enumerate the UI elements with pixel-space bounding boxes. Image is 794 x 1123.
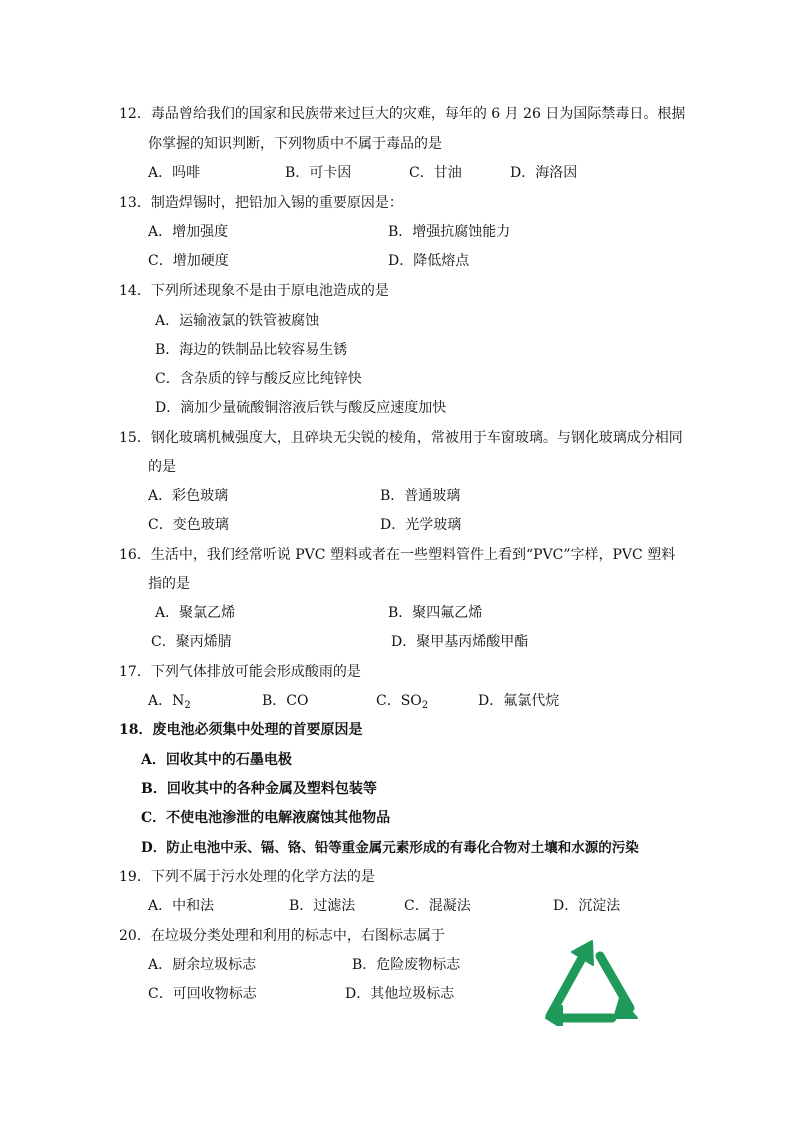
q13-option-d: D．降低熔点: [388, 253, 470, 269]
q13-option-a: A．增加强度: [148, 224, 229, 240]
q17-option-d: D．氟氯代烷: [478, 693, 560, 709]
q15-option-b: B．普通玻璃: [380, 488, 461, 504]
q14-option-d: D．滴加少量硫酸铜溶液后铁与酸反应速度加快: [155, 400, 447, 416]
q12-option-b: B．可卡因: [285, 165, 352, 181]
question-18-stem: 18．废电池必须集中处理的首要原因是: [119, 722, 363, 738]
q15-option-a: A．彩色玻璃: [148, 488, 229, 504]
q20-option-a: A．厨余垃圾标志: [148, 957, 257, 973]
q13-option-c: C．增加硬度: [148, 253, 229, 269]
q16-option-d: D．聚甲基丙烯酸甲酯: [391, 634, 529, 650]
q15-option-d: D．光学玻璃: [380, 517, 462, 533]
recycle-icon: [542, 938, 640, 1026]
q16-option-c: C．聚丙烯腈: [151, 634, 232, 650]
question-15-stem-cont: 的是: [148, 459, 176, 475]
question-14-stem: 14．下列所述现象不是由于原电池造成的是: [119, 283, 389, 299]
q20-option-b: B．危险废物标志: [352, 957, 461, 973]
question-12-stem-cont: 你掌握的知识判断，下列物质中不属于毒品的是: [148, 136, 442, 152]
q19-option-c: C．混凝法: [404, 898, 471, 914]
question-13-stem: 13．制造焊锡时，把铅加入锡的重要原因是：: [119, 195, 403, 211]
q18-option-a: A．回收其中的石墨电极: [141, 752, 292, 768]
question-16-stem-cont: 指的是: [148, 576, 190, 592]
q15-option-c: C．变色玻璃: [148, 517, 229, 533]
q14-option-c: C．含杂质的锌与酸反应比纯锌快: [155, 371, 362, 387]
q18-option-d: D．防止电池中汞、镉、铬、铅等重金属元素形成的有毒化合物对土壤和水源的污染: [141, 840, 639, 856]
q16-option-b: B．聚四氟乙烯: [388, 605, 483, 621]
q19-option-d: D．沉淀法: [553, 898, 621, 914]
q18-option-b: B．回收其中的各种金属及塑料包装等: [141, 781, 377, 797]
q17-option-a: A．$N_2$: [148, 693, 191, 711]
q18-option-c: C．不使电池渗泄的电解液腐蚀其他物品: [141, 810, 391, 826]
q12-option-a: A．吗啡: [148, 165, 201, 181]
q12-option-d: D．海洛因: [510, 165, 578, 181]
q17-option-b: B．CO: [262, 693, 309, 709]
q19-option-a: A．中和法: [148, 898, 215, 914]
question-16-stem: 16．生活中，我们经常听说 PVC 塑料或者在一些塑料管件上看到“PVC”字样，PVC 塑料: [119, 547, 676, 563]
q12-option-c: C．甘油: [409, 165, 462, 181]
question-12-stem: 12．毒品曾给我们的国家和民族带来过巨大的灾难，每年的 6 月 26 日为国际禁毒日。根据: [119, 106, 686, 122]
question-17-stem: 17．下列气体排放可能会形成酸雨的是: [119, 664, 361, 680]
question-15-stem: 15．钢化玻璃机械强度大，且碎块无尖锐的棱角，常被用于车窗玻璃。与钢化玻璃成分相同: [119, 430, 683, 446]
q17-option-c: C．$SO_2$: [376, 693, 429, 711]
q16-option-a: A．聚氯乙烯: [155, 605, 236, 621]
q13-option-b: B．增强抗腐蚀能力: [388, 224, 511, 240]
q14-option-b: B．海边的铁制品比较容易生锈: [155, 342, 348, 358]
q20-option-d: D．其他垃圾标志: [345, 986, 455, 1002]
question-19-stem: 19．下列不属于污水处理的化学方法的是: [119, 869, 375, 885]
question-20-stem: 20．在垃圾分类处理和利用的标志中，右图标志属于: [119, 928, 445, 944]
q20-option-c: C．可回收物标志: [148, 986, 257, 1002]
q19-option-b: B．过滤法: [289, 898, 356, 914]
q14-option-a: A．运输液氯的铁管被腐蚀: [155, 313, 320, 329]
